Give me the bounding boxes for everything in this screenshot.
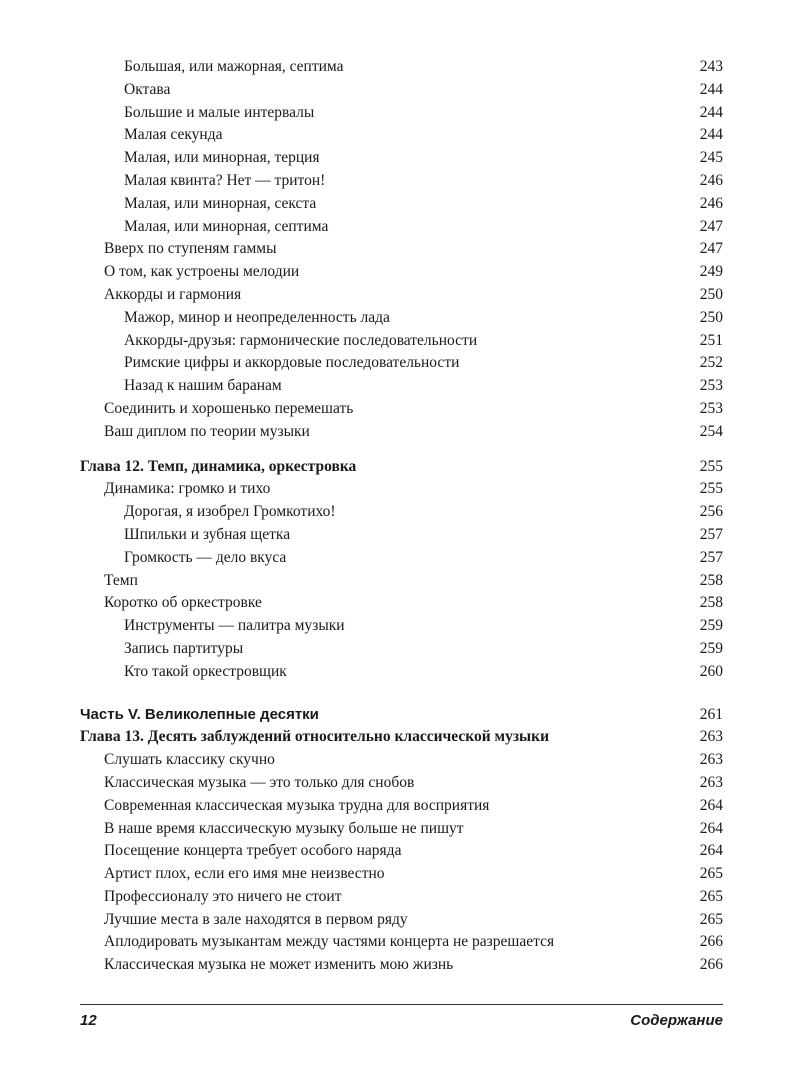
toc-entry-page: 264 bbox=[699, 819, 723, 837]
toc-entry-title: Малая квинта? Нет — тритон! bbox=[124, 171, 326, 189]
toc-entry-page: 259 bbox=[699, 639, 723, 657]
toc-entry-page: 266 bbox=[699, 956, 723, 974]
toc-entry bbox=[80, 102, 723, 125]
toc-entry-title: Аккорды-друзья: гармонические последовательности bbox=[124, 331, 478, 349]
toc-entry-title: Темп bbox=[104, 571, 138, 589]
toc-entry-page: 247 bbox=[699, 240, 723, 258]
toc-entry bbox=[80, 931, 723, 954]
toc-entry-page: 249 bbox=[699, 263, 723, 281]
toc-entry-title: Аккорды и гармония bbox=[104, 285, 242, 303]
toc-entry bbox=[80, 147, 723, 170]
toc-entry-page: 244 bbox=[699, 103, 723, 121]
toc-entry-title: Лучшие места в зале находятся в первом ряду bbox=[104, 910, 408, 928]
toc-entry-page: 246 bbox=[699, 171, 723, 189]
toc-entry bbox=[80, 615, 723, 638]
toc-entry-title: Большая, или мажорная, септима bbox=[124, 58, 344, 75]
toc-entry-title: Слушать классику скучно bbox=[104, 751, 275, 769]
chapter-title: Глава 12. Темп, динамика, оркестровка bbox=[80, 457, 357, 475]
toc-entry bbox=[80, 79, 723, 102]
toc-entry-title: Большие и малые интервалы bbox=[124, 103, 315, 121]
footer-page-number: 12 bbox=[80, 1012, 97, 1029]
chapter-heading bbox=[80, 726, 723, 749]
toc-entry bbox=[80, 124, 723, 147]
toc-entry bbox=[80, 592, 723, 615]
toc-entry bbox=[80, 840, 723, 863]
toc-entry-page: 266 bbox=[699, 933, 723, 951]
toc-entry-page: 258 bbox=[699, 594, 723, 612]
toc-entry-page: 259 bbox=[699, 617, 723, 635]
toc-entry-page: 265 bbox=[699, 887, 723, 905]
toc-entry bbox=[80, 954, 723, 977]
toc-entry bbox=[80, 661, 723, 684]
toc-entry bbox=[80, 375, 723, 398]
part-page: 261 bbox=[699, 705, 723, 723]
toc-entry-page: 260 bbox=[699, 662, 723, 680]
table-of-contents bbox=[80, 56, 723, 977]
toc-entry-title: О том, как устроены мелодии bbox=[104, 263, 300, 281]
toc-entry-title: Запись партитуры bbox=[124, 639, 244, 657]
toc-entry-title: Назад к нашим баранам bbox=[124, 377, 282, 395]
toc-entry-title: Кто такой оркестровщик bbox=[124, 662, 287, 680]
toc-entry-page: 245 bbox=[699, 149, 723, 167]
toc-entry bbox=[80, 909, 723, 932]
toc-entry-title: Профессионалу это ничего не стоит bbox=[104, 887, 342, 905]
toc-entry-page: 264 bbox=[699, 796, 723, 814]
toc-entry bbox=[80, 193, 723, 216]
toc-entry bbox=[80, 478, 723, 501]
toc-entry bbox=[80, 772, 723, 795]
toc-entry-page: 264 bbox=[699, 842, 723, 860]
toc-entry-page: 256 bbox=[699, 503, 723, 521]
toc-entry-title: Шпильки и зубная щетка bbox=[124, 525, 291, 543]
toc-entry-title: Мажор, минор и неопределенность лада bbox=[124, 308, 390, 326]
toc-entry-title: Малая, или минорная, терция bbox=[124, 149, 320, 167]
toc-entry bbox=[80, 863, 723, 886]
toc-entry-title: Аплодировать музыкантам между частями концерта не разрешается bbox=[104, 933, 555, 951]
toc-entry bbox=[80, 886, 723, 909]
toc-entry-title: Соединить и хорошенько перемешать bbox=[104, 399, 354, 417]
toc-entry-title: Вверх по ступеням гаммы bbox=[104, 240, 277, 258]
part-title: Часть V. Великолепные десятки bbox=[80, 705, 319, 723]
toc-entry-page: 265 bbox=[699, 910, 723, 928]
toc-entry bbox=[80, 749, 723, 772]
toc-entry-title: Малая секунда bbox=[124, 126, 223, 144]
toc-entry-title: Коротко об оркестровке bbox=[104, 594, 262, 612]
toc-entry-page: 246 bbox=[699, 194, 723, 212]
toc-entry bbox=[80, 352, 723, 375]
page-footer bbox=[80, 1012, 723, 1036]
toc-entry-page: 244 bbox=[699, 80, 723, 98]
toc-entry-title: Октава bbox=[124, 80, 171, 98]
toc-entry-page: 258 bbox=[699, 571, 723, 589]
toc-entry-title: Инструменты — палитра музыки bbox=[124, 617, 345, 635]
toc-entry bbox=[80, 818, 723, 841]
toc-entry-title: Посещение концерта требует особого наряда bbox=[104, 842, 402, 860]
toc-entry bbox=[80, 795, 723, 818]
toc-entry-page: 263 bbox=[699, 751, 723, 769]
toc-entry-title: Классическая музыка — это только для снобов bbox=[104, 773, 415, 791]
toc-entry bbox=[80, 261, 723, 284]
toc-entry bbox=[80, 170, 723, 193]
chapter-title: Глава 13. Десять заблуждений относительно классической музыки bbox=[80, 728, 550, 746]
toc-entry-page: 265 bbox=[699, 865, 723, 883]
toc-entry-page: 251 bbox=[699, 331, 723, 349]
toc-entry-page: 255 bbox=[699, 480, 723, 498]
toc-entry-title: Динамика: громко и тихо bbox=[104, 480, 271, 498]
chapter-heading bbox=[80, 456, 723, 479]
toc-entry-page: 252 bbox=[699, 354, 723, 372]
toc-entry bbox=[80, 216, 723, 239]
footer-divider bbox=[80, 1004, 723, 1005]
toc-entry bbox=[80, 421, 723, 444]
toc-entry bbox=[80, 524, 723, 547]
toc-entry bbox=[80, 398, 723, 421]
toc-entry-page: 243 bbox=[699, 58, 723, 75]
part-heading bbox=[80, 704, 723, 727]
toc-entry-page: 257 bbox=[699, 548, 723, 566]
toc-entry-title: Дорогая, я изобрел Громкотихо! bbox=[124, 503, 336, 521]
chapter-page: 255 bbox=[699, 457, 723, 475]
toc-entry bbox=[80, 547, 723, 570]
toc-entry-title: Артист плох, если его имя мне неизвестно bbox=[104, 865, 385, 883]
toc-entry bbox=[80, 570, 723, 593]
footer-section-name: Содержание bbox=[630, 1012, 723, 1029]
toc-entry bbox=[80, 638, 723, 661]
toc-entry-page: 247 bbox=[699, 217, 723, 235]
toc-entry bbox=[80, 307, 723, 330]
toc-entry bbox=[80, 330, 723, 353]
toc-entry-title: В наше время классическую музыку больше не пишут bbox=[104, 819, 464, 837]
toc-entry-title: Громкость — дело вкуса bbox=[124, 548, 287, 566]
toc-entry-title: Малая, или минорная, септима bbox=[124, 217, 329, 235]
toc-entry-page: 263 bbox=[699, 773, 723, 791]
toc-entry bbox=[80, 284, 723, 307]
toc-entry-title: Ваш диплом по теории музыки bbox=[104, 422, 310, 440]
chapter-page: 263 bbox=[699, 728, 723, 746]
toc-entry-title: Римские цифры и аккордовые последовательности bbox=[124, 354, 460, 372]
toc-entry-page: 253 bbox=[699, 399, 723, 417]
toc-entry-title: Классическая музыка не может изменить мою жизнь bbox=[104, 956, 454, 974]
toc-entry bbox=[80, 56, 723, 79]
toc-entry-page: 250 bbox=[699, 285, 723, 303]
toc-entry-page: 244 bbox=[699, 126, 723, 144]
toc-entry-page: 257 bbox=[699, 525, 723, 543]
toc-entry-page: 250 bbox=[699, 308, 723, 326]
toc-entry-title: Современная классическая музыка трудна для восприятия bbox=[104, 796, 490, 814]
toc-entry bbox=[80, 238, 723, 261]
toc-entry-page: 254 bbox=[699, 422, 723, 440]
toc-entry-page: 253 bbox=[699, 377, 723, 395]
toc-entry-title: Малая, или минорная, секста bbox=[124, 194, 317, 212]
toc-entry bbox=[80, 501, 723, 524]
